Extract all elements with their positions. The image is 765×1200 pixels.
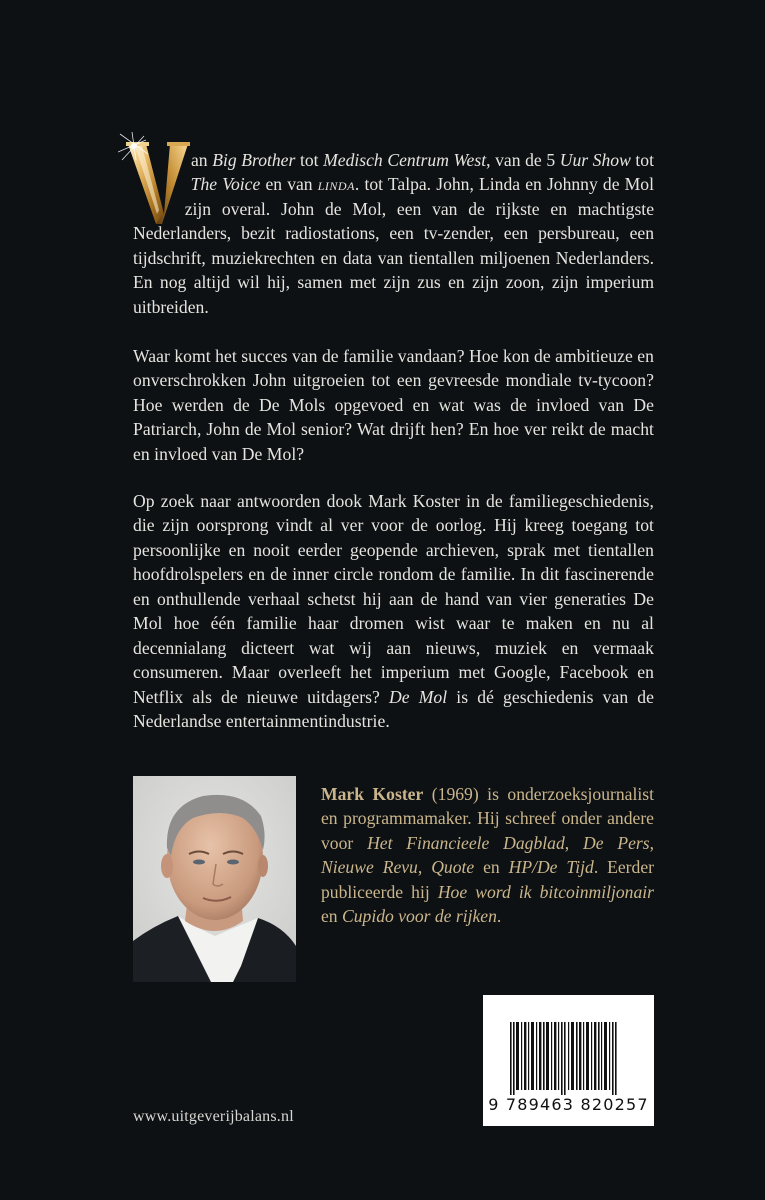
publication-title: HP/De Tijd xyxy=(508,857,594,878)
author-name: Mark Koster xyxy=(321,784,424,804)
drop-cap-spacer xyxy=(133,148,191,218)
text-run: . tot Talpa. John, Linda en Johnny de Mol zijn overal. John de Mol, een van de rijkste en machtigste Nederlanders, bezit radiostations, een tv-zender, een persbureau, een tijdschrift, muziekrechten en data van tientallen miljoenen Nederlanders. En nog altijd wil hij, samen met zijn zus en zijn zoon, zijn imperium uitbreiden. xyxy=(133,174,654,317)
author-portrait-icon xyxy=(133,776,296,982)
publisher-url[interactable]: www.uitgeverijbalans.nl xyxy=(133,1108,294,1125)
text-run: tot xyxy=(295,150,324,170)
paragraph-text: Waar komt het succes van de familie vandaan? Hoe kon de ambitieuze en onverschrokken John uitgroeien tot een gevreesde mondiale tv-tycoon? Hoe werden de De Mols opgevoed en wat was de invloed van De Patriarch, John de Mol senior? Wat drijft hen? En hoe ver reikt de macht en invloed van De Mol? xyxy=(133,346,654,464)
book-title: Cupido voor de rijken xyxy=(342,906,497,927)
book-title: Hoe word ik bitcoinmiljonair xyxy=(437,881,654,902)
text-run: , xyxy=(417,857,432,878)
text-run: Op zoek naar antwoorden dook Mark Koster in de familiegeschiedenis, die zijn oorsprong vindt al ver voor de oorlog. Hij kreeg toegang tot persoonlijke en nooit eerder geopende archieven, sprak met tientallen hoofdrolspelers en de inner circle rondom de familie. In dit fascinerende en onthullende verhaal schetst hij aan de hand van vier generaties De Mol hoe één familie haar dromen wist waar te maken en nu al decennialang dicteert wat wij aan nieuws, muziek en vermaak consumeren. Maar overleeft het imperium met Google, Facebook en Netflix als de nieuwe uitdagers? xyxy=(133,491,654,707)
title-medisch-centrum-west: Medisch Centrum West xyxy=(323,150,487,170)
isbn-barcode xyxy=(483,995,654,1126)
blurb-paragraph-2 xyxy=(133,344,654,466)
book-title-de-mol: De Mol xyxy=(388,686,448,707)
author-photo xyxy=(133,776,296,982)
text-run: en xyxy=(321,906,343,927)
title-big-brother: Big Brother xyxy=(212,150,296,170)
text-run: , xyxy=(564,832,583,853)
title-the-voice: The Voice xyxy=(190,174,261,195)
publication-title: Het Financieele Dagblad xyxy=(367,832,565,853)
text-run: en xyxy=(474,857,509,878)
blurb-paragraph-3 xyxy=(133,489,654,734)
text-run: , xyxy=(649,832,654,853)
text-run: . xyxy=(496,906,502,927)
publication-title: Quote xyxy=(431,857,475,878)
blurb-paragraph-1 xyxy=(133,148,654,319)
text-run: is dé geschiedenis van de Nederlandse entertainmentindustrie. xyxy=(133,686,654,732)
text-run: (1969) is onderzoeksjournalist en programmamaker. Hij schreef onder andere voor xyxy=(321,784,654,853)
text-run: en van xyxy=(260,174,318,195)
isbn-number: 9 789463 820257 xyxy=(488,1095,649,1114)
author-bio xyxy=(321,782,654,929)
text-run: . Eerder publiceerde hij xyxy=(321,857,655,902)
title-linda: linda xyxy=(317,174,355,195)
text-run: tot xyxy=(630,150,654,170)
title-uur-show: Uur Show xyxy=(559,150,631,170)
paragraph-text xyxy=(133,489,654,734)
text-run: , van de 5 xyxy=(486,150,560,170)
text-run: an xyxy=(191,150,213,170)
publication-title: Nieuwe Revu xyxy=(321,857,418,878)
publication-title: De Pers xyxy=(582,832,650,853)
